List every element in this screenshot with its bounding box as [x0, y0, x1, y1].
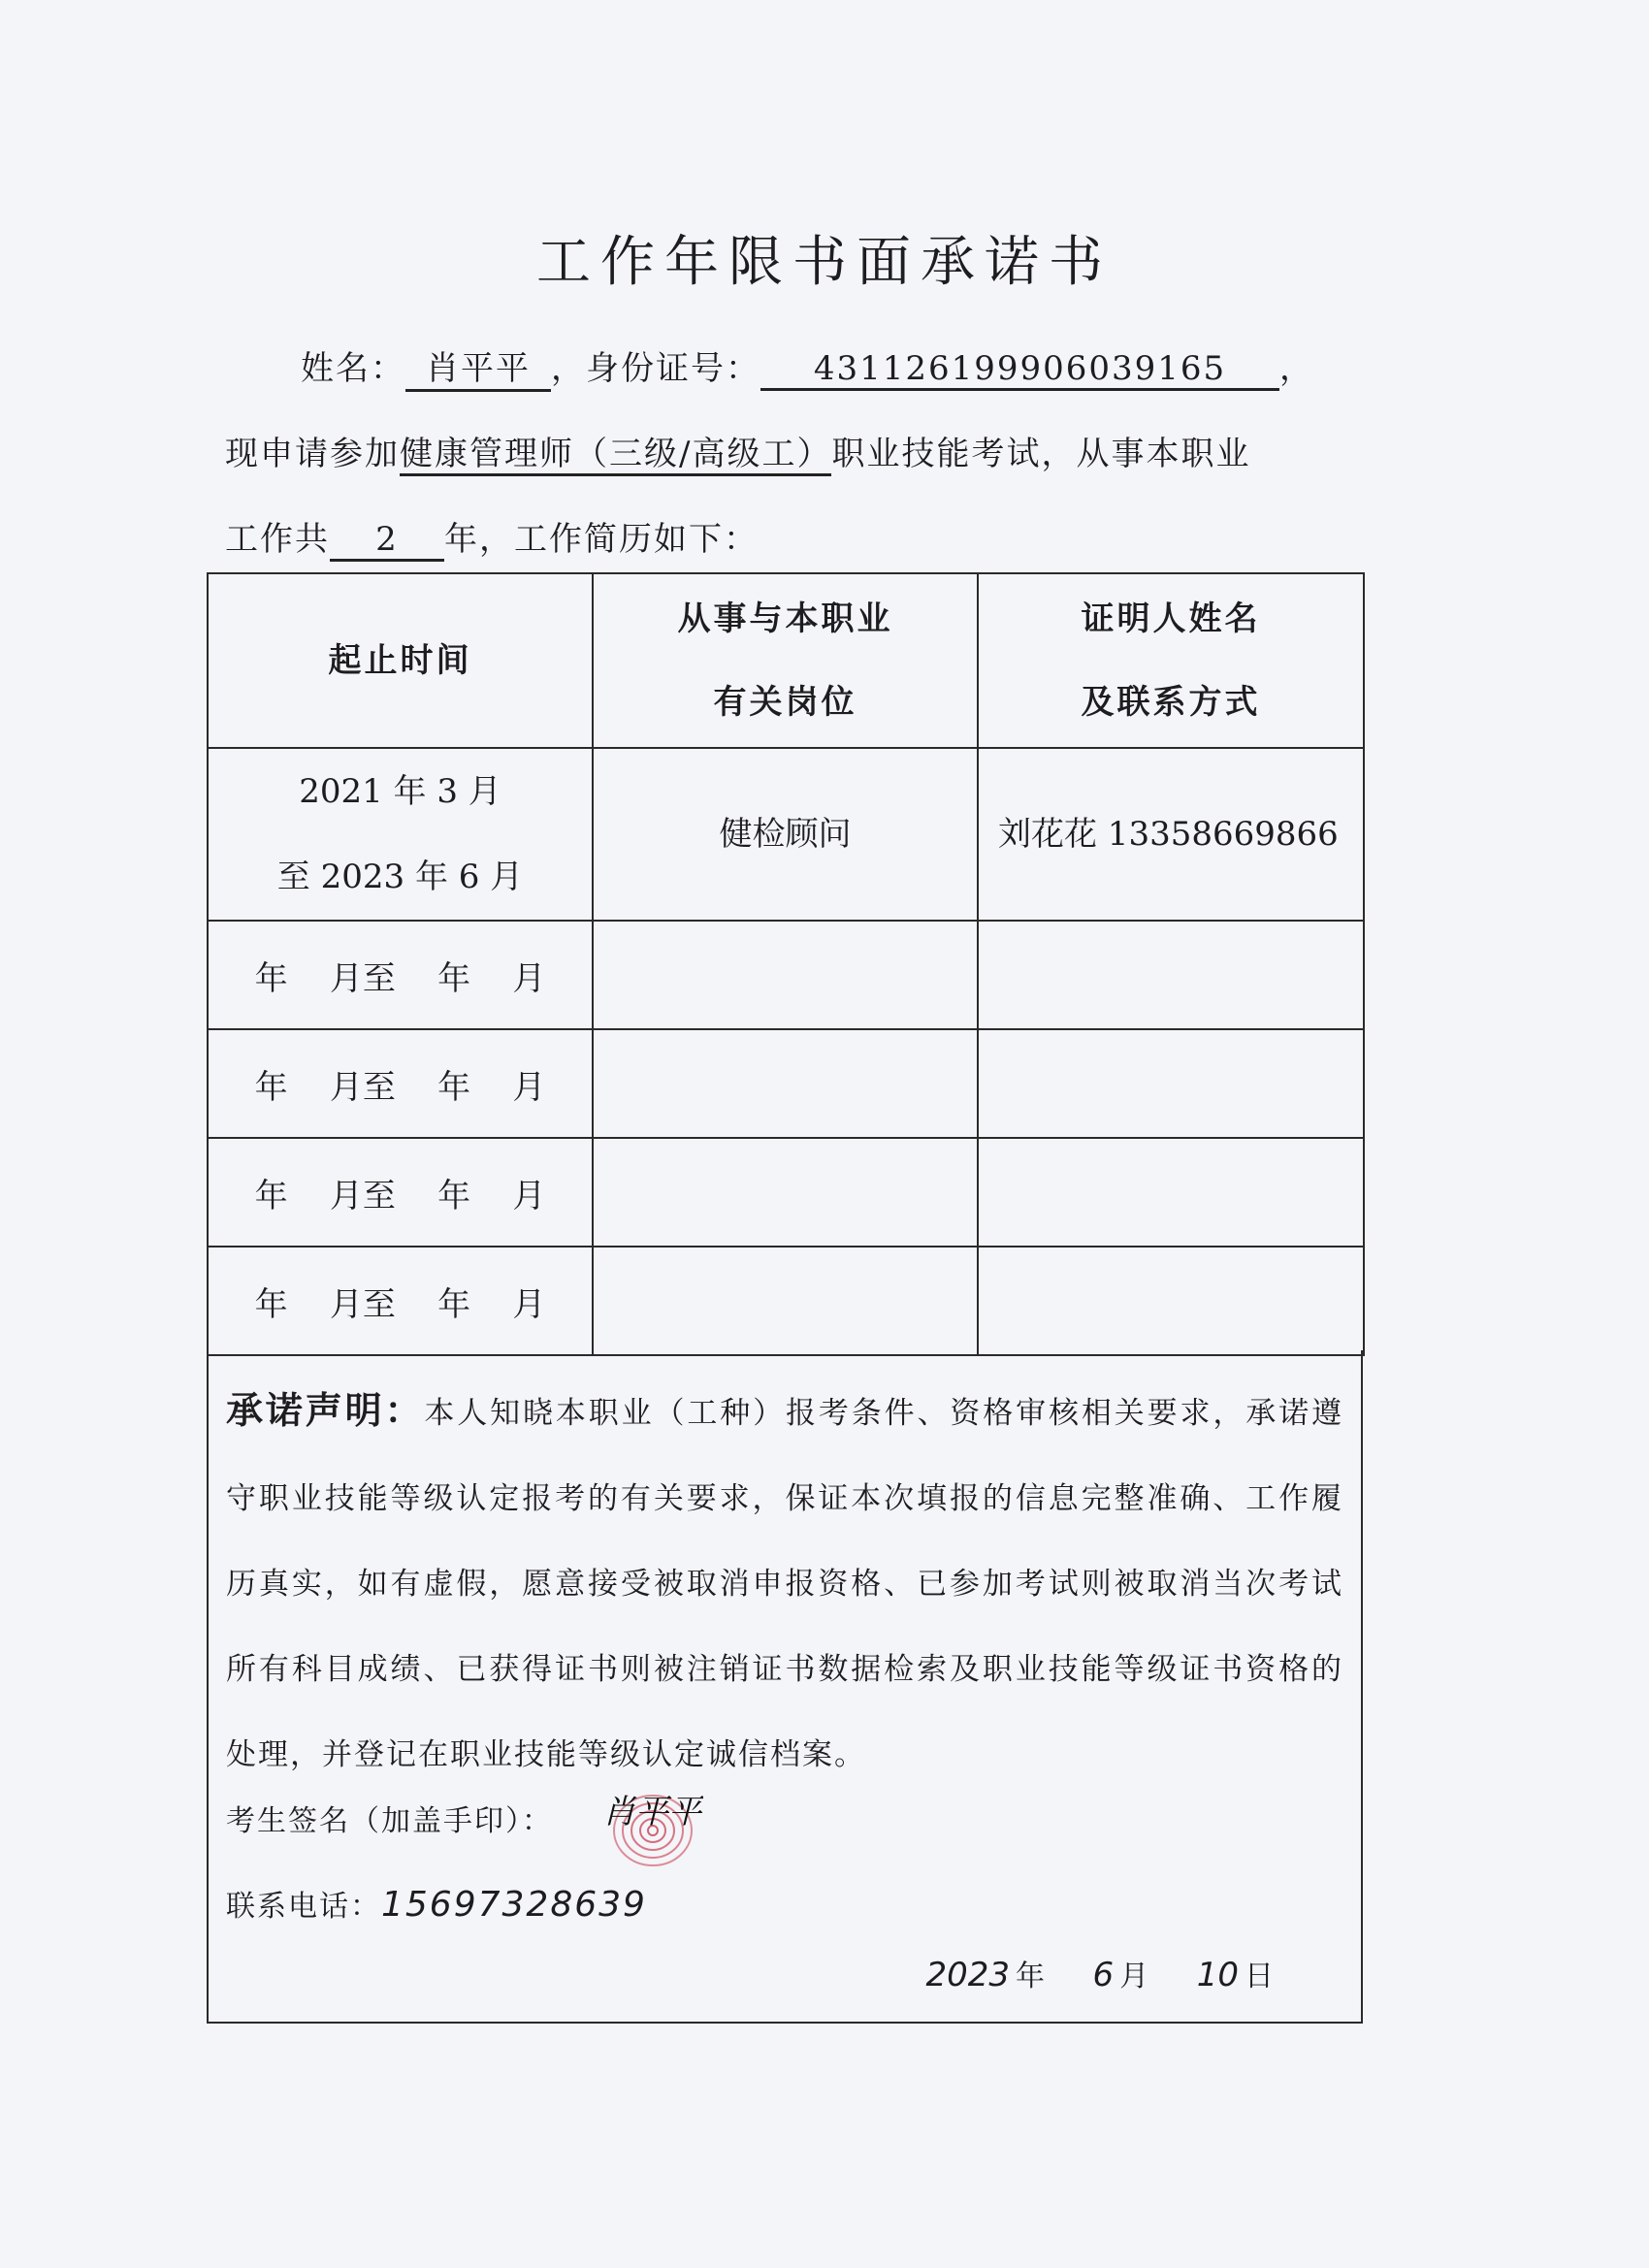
- period-line1: 2021 年 3 月: [299, 772, 501, 811]
- table-row: [208, 1029, 1364, 1138]
- table-row: [208, 748, 1364, 921]
- table-row: [208, 1247, 1364, 1355]
- header-witness: [978, 573, 1364, 748]
- date-month-unit: 月: [1119, 1960, 1149, 1993]
- pledge-section: [207, 1350, 1363, 2024]
- phone-line: [226, 1882, 647, 1925]
- line-end-comma: ，: [1279, 349, 1314, 388]
- date-day-unit: 日: [1245, 1960, 1274, 1993]
- period-cell: 年 月至 年 月: [208, 1247, 593, 1355]
- header-period: 起止时间: [208, 573, 593, 748]
- position-cell: [593, 921, 978, 1029]
- header-witness-line2: 及联系方式: [1081, 683, 1261, 722]
- apply-suffix: 职业技能考试，从事本职业: [831, 435, 1251, 473]
- phone-label: 联系电话：: [226, 1890, 381, 1924]
- header-position: [593, 573, 978, 748]
- id-label: ，身份证号：: [551, 349, 760, 388]
- document-title: 工作年限书面承诺书: [536, 231, 1113, 294]
- position-cell: [593, 1247, 978, 1355]
- period-cell: 年 月至 年 月: [208, 921, 593, 1029]
- date-year: 2023: [925, 1956, 1010, 1994]
- years-suffix: 年，工作简历如下：: [444, 520, 759, 559]
- table-header-row: [208, 573, 1364, 748]
- position-cell: [593, 1029, 978, 1138]
- period-cell: 年 月至 年 月: [208, 1029, 593, 1138]
- signature-line: [226, 1797, 553, 1839]
- position-cell: [593, 1138, 978, 1247]
- table-row: [208, 1138, 1364, 1247]
- header-witness-line1: 证明人姓名: [1081, 599, 1261, 638]
- witness-cell: 刘花花 13358669866: [978, 748, 1364, 921]
- work-history-table: [207, 572, 1365, 1356]
- id-number: 431126199906039165: [760, 349, 1279, 391]
- years-prefix: 工作共: [225, 520, 330, 559]
- period-line2: 至 2023 年 6 月: [276, 858, 524, 896]
- apply-prefix: 现申请参加: [225, 435, 400, 473]
- witness-cell: [978, 1029, 1364, 1138]
- position-cell: 健检顾问: [593, 748, 978, 921]
- exam-line: [225, 427, 1250, 474]
- name-label: 姓名：: [301, 349, 405, 388]
- table-row: [208, 921, 1364, 1029]
- signature-label: 考生签名（加盖手印）：: [226, 1804, 553, 1838]
- exam-name: 健康管理师（三级/高级工）: [400, 435, 831, 476]
- phone-number: 15697328639: [381, 1885, 647, 1925]
- applicant-line: [301, 341, 1314, 392]
- header-position-line2: 有关岗位: [713, 683, 857, 722]
- header-position-line1: 从事与本职业: [677, 599, 893, 638]
- pledge-body: 本人知晓本职业（工种）报考条件、资格审核相关要求，承诺遵守职业技能等级认定报考的有关要求，保证本次填报的信息完整准确、工作履历真实，如有虚假，愿意接受被取消申报资格、已参加考试则被取消当次考试所有科目成绩、已获得证书则被注销证书数据检索及职业技能等级证书资格的处理，并登记在职业技能等级认定诚信档案。: [226, 1396, 1343, 1772]
- signature-fingerprint: [597, 1780, 703, 1872]
- period-cell: 年 月至 年 月: [208, 1138, 593, 1247]
- date-day: 10: [1196, 1956, 1239, 1994]
- date-month: 6: [1092, 1956, 1115, 1994]
- period-cell: [208, 748, 593, 921]
- pledge-heading: 承诺声明：: [226, 1389, 425, 1432]
- years-line: [225, 512, 759, 562]
- signing-date: [920, 1952, 1274, 1994]
- witness-cell: [978, 1138, 1364, 1247]
- work-years: 2: [330, 520, 444, 562]
- pledge-statement: [226, 1368, 1343, 1798]
- witness-cell: [978, 921, 1364, 1029]
- applicant-name: 肖平平: [405, 341, 551, 392]
- handwritten-signature: 肖平平: [602, 1793, 701, 1831]
- witness-cell: [978, 1247, 1364, 1355]
- date-year-unit: 年: [1016, 1960, 1045, 1993]
